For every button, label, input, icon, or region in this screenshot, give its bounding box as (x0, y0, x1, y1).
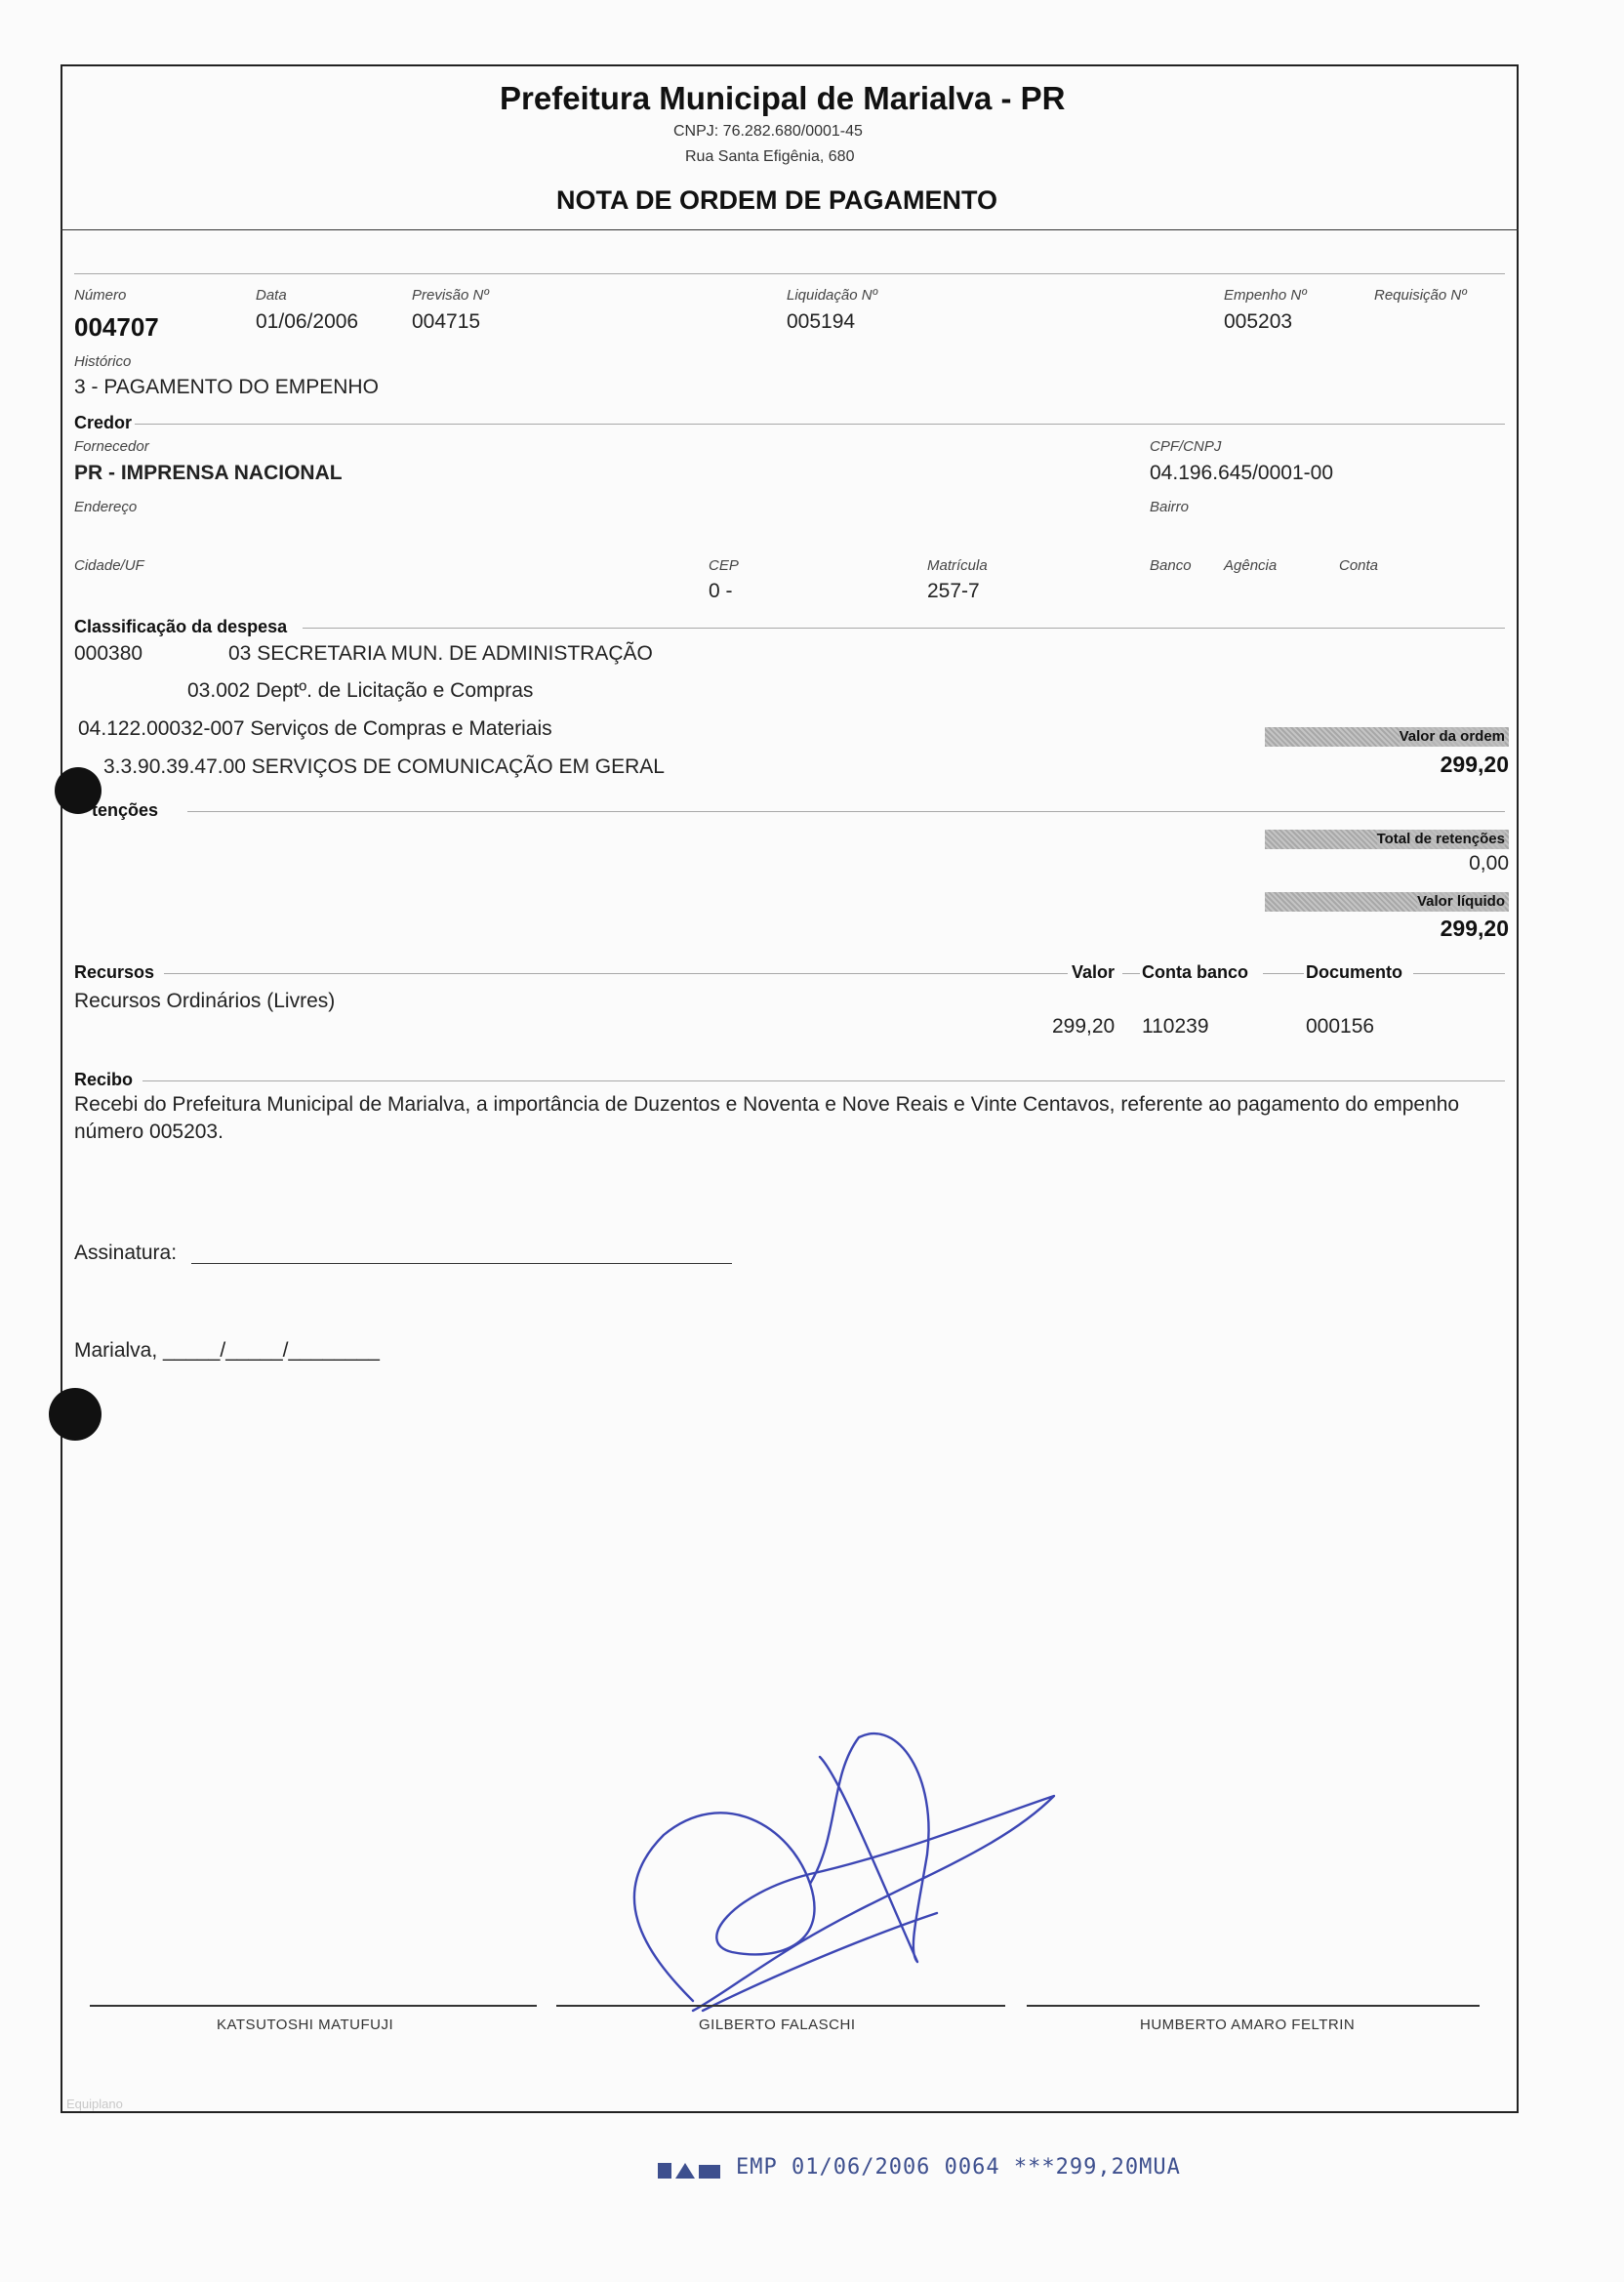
header-title: Prefeitura Municipal de Marialva - PR (500, 80, 1066, 116)
classificacao-divider (303, 628, 1505, 629)
recursos-divider-2 (1122, 973, 1140, 974)
header-cnpj: CNPJ: 76.282.680/0001-45 (673, 123, 863, 140)
document-title: NOTA DE ORDEM DE PAGAMENTO (556, 185, 998, 215)
numero-label: Número (74, 287, 127, 304)
retencoes-divider (187, 811, 1505, 812)
top-divider (74, 273, 1505, 274)
footer-stamp: EMP 01/06/2006 0064 ***299,20MUA (736, 2155, 1181, 2180)
recursos-section-title: Recursos (74, 962, 155, 982)
banco-label: Banco (1150, 557, 1192, 574)
valor-ordem-label: Valor da ordem (1399, 728, 1505, 745)
cep-value: 0 - (709, 580, 733, 602)
bairro-label: Bairro (1150, 499, 1190, 515)
requisicao-label: Requisição Nº (1374, 287, 1467, 304)
recursos-documento-header: Documento (1306, 962, 1402, 982)
historico-label: Histórico (74, 353, 132, 370)
signature-name-1: KATSUTOSHI MATUFUJI (217, 2017, 394, 2033)
header-divider (61, 229, 1519, 230)
recursos-conta: 110239 (1142, 1015, 1209, 1038)
header-address: Rua Santa Efigênia, 680 (685, 148, 855, 165)
valor-liquido-label: Valor líquido (1416, 893, 1505, 910)
classificacao-section-title: Classificação da despesa (74, 617, 288, 636)
signature-line-3 (1027, 2005, 1480, 2007)
fornecedor-label: Fornecedor (74, 438, 149, 455)
agencia-label: Agência (1224, 557, 1278, 574)
recibo-text: Recebi do Prefeitura Municipal de Marialva, a importância de Duzentos e Noventa e Nove Reais e Vinte Centavos, referente ao pagamento do empenho número 005203. (74, 1093, 1460, 1143)
endereco-label: Endereço (74, 499, 138, 515)
recursos-documento: 000156 (1306, 1015, 1375, 1038)
local-data: Marialva, _____/_____/________ (74, 1339, 380, 1362)
conta-label: Conta (1339, 557, 1379, 574)
classificacao-unidade: 03.002 Deptº. de Licitação e Compras (187, 679, 534, 702)
previsao-value: 004715 (412, 310, 481, 333)
data-value: 01/06/2006 (256, 310, 359, 333)
total-retencoes-value: 0,00 (1469, 852, 1509, 875)
empenho-value: 005203 (1224, 310, 1293, 333)
assinatura-line[interactable] (191, 1263, 732, 1264)
signature-line-2 (556, 2005, 1005, 2007)
classificacao-orgao: 03 SECRETARIA MUN. DE ADMINISTRAÇÃO (228, 642, 653, 665)
recursos-valor-header: Valor (1072, 962, 1116, 982)
punch-hole-bottom (49, 1388, 102, 1441)
recursos-divider (164, 973, 1068, 974)
credor-divider (135, 424, 1505, 425)
watermark: Equiplano (66, 2097, 123, 2111)
valor-liquido-value: 299,20 (1440, 916, 1509, 941)
matricula-label: Matrícula (927, 557, 988, 574)
matricula-value: 257-7 (927, 580, 980, 602)
previsao-label: Previsão Nº (412, 287, 489, 304)
recursos-valor: 299,20 (1052, 1015, 1116, 1038)
recibo-divider (142, 1080, 1505, 1081)
credor-section-title: Credor (74, 413, 133, 432)
historico-value: 3 - PAGAMENTO DO EMPENHO (74, 376, 379, 398)
classificacao-elemento: 3.3.90.39.47.00 SERVIÇOS DE COMUNICAÇÃO EM GERAL (103, 755, 665, 778)
cidade-label: Cidade/UF (74, 557, 144, 574)
signature-line-1 (90, 2005, 537, 2007)
recursos-divider-4 (1413, 973, 1505, 974)
cep-label: CEP (709, 557, 739, 574)
empenho-label: Empenho Nº (1224, 287, 1307, 304)
assinatura-label: Assinatura: (74, 1242, 178, 1264)
recibo-section-title: Recibo (74, 1070, 134, 1089)
fornecedor-value: PR - IMPRENSA NACIONAL (74, 462, 343, 484)
data-label: Data (256, 287, 287, 304)
valor-ordem-value: 299,20 (1440, 752, 1509, 777)
recursos-conta-header: Conta banco (1142, 962, 1249, 982)
cpf-value: 04.196.645/0001-00 (1150, 462, 1334, 484)
numero-value: 004707 (74, 312, 159, 342)
bank-logo-icon (656, 2157, 724, 2182)
signature-name-3: HUMBERTO AMARO FELTRIN (1140, 2017, 1356, 2033)
signature-name-2: GILBERTO FALASCHI (699, 2017, 856, 2033)
handwritten-signature (586, 1718, 1093, 2050)
retencoes-section-title: tenções (92, 800, 159, 820)
valor-ordem-bar (1265, 727, 1509, 747)
total-retencoes-bar (1265, 830, 1509, 849)
classificacao-code: 000380 (74, 642, 143, 665)
recursos-descricao: Recursos Ordinários (Livres) (74, 990, 336, 1012)
total-retencoes-label: Total de retenções (1376, 831, 1505, 847)
liquidacao-label: Liquidação Nº (787, 287, 878, 304)
classificacao-funcional: 04.122.00032-007 Serviços de Compras e Materiais (78, 717, 552, 740)
cpf-label: CPF/CNPJ (1150, 438, 1222, 455)
valor-liquido-bar (1265, 892, 1509, 912)
liquidacao-value: 005194 (787, 310, 856, 333)
recursos-divider-3 (1263, 973, 1304, 974)
